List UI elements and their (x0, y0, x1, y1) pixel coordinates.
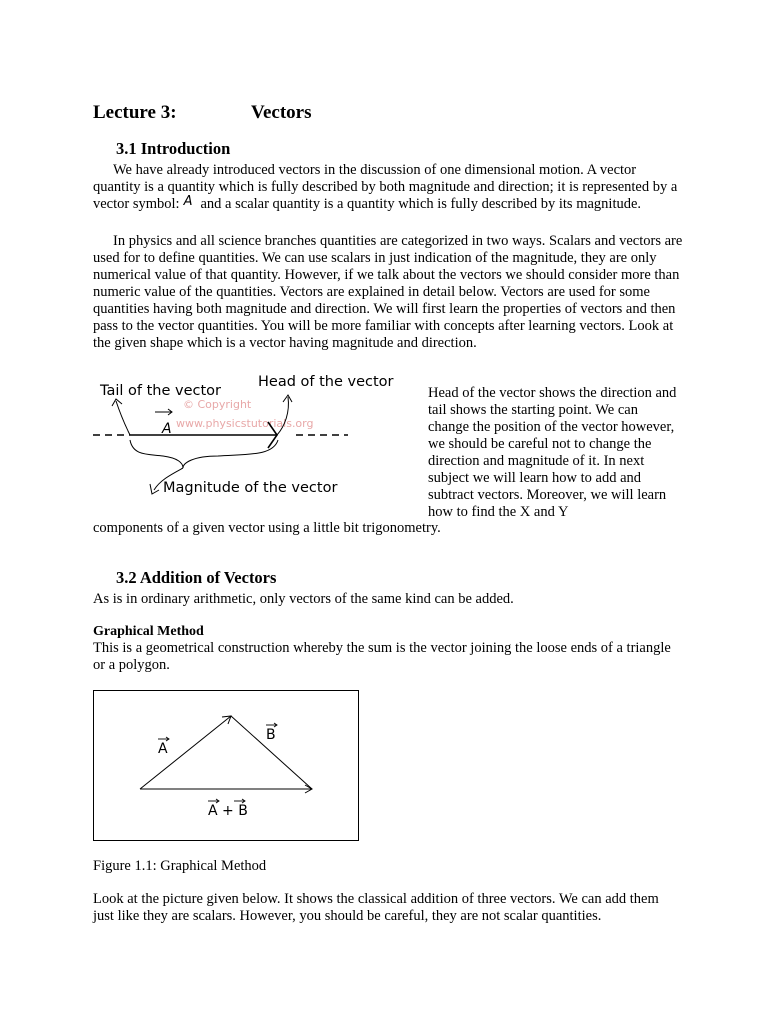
triangle-diagram (94, 691, 358, 840)
section-heading-introduction: 3.1 Introduction (116, 139, 231, 158)
graphical-method-text: This is a geometrical construction whereby the sum is the vector joining the loose ends of a triangle or a polygon. (93, 640, 671, 673)
head-label: Head of the vector (258, 374, 394, 390)
section-heading-addition: 3.2 Addition of Vectors (116, 568, 277, 587)
lecture-topic: Vectors (251, 102, 312, 123)
label-a: A (158, 741, 168, 757)
vector-continuation-text: components of a given vector using a little bit trigonometry. (93, 520, 441, 536)
label-sum: A + B (208, 803, 248, 819)
lecture-label: Lecture 3: (93, 102, 177, 123)
vector-side-text: Head of the vector shows the direction and tail shows the starting point. We can change the position of the vector however, we should be careful not to change the direction and magnitude of it. In next subject we will learn how to add and subtract vectors. Moreover, we will learn how to find the X and Y (428, 385, 677, 520)
label-b: B (266, 727, 276, 743)
vector-diagram (88, 368, 418, 516)
head-pointer-arrow-icon (283, 395, 292, 402)
vector-a-line (140, 716, 231, 789)
graphical-method-subheading: Graphical Method (93, 624, 204, 639)
triangle-figure (93, 690, 359, 841)
magnitude-label: Magnitude of the vector (163, 480, 338, 496)
intro-paragraph-2-text: In physics and all science branches quantities are categorized in two ways. Scalars and vectors are used for to define quantities. We can use scalars in just indication of the magnitude, they are only numerical value of that quantity. However, if we talk about the vectors we should consider more than numeric value of the quantities. Vectors are explained in detail below. Vectors are used for some quantities having both magnitude and direction. We will first learn the properties of vectors and then pass to the vector quantities. You will be more familiar with concepts after learning vectors. Look at the given shape which is a vector having magnitude and direction. (93, 233, 683, 351)
lecture-title (93, 102, 312, 124)
watermark-url: www.physicstutorials.org (176, 417, 314, 430)
intro-text-after-symbol: and a scalar quantity is a quantity which is fully described by its magnitude. (200, 196, 642, 212)
tail-label: Tail of the vector (100, 383, 221, 399)
intro-paragraph-2 (93, 233, 683, 352)
vector-symbol: A (183, 194, 193, 209)
addition-intro-text: As is in ordinary arithmetic, only vectors of the same kind can be added. (93, 591, 514, 607)
vector-name-label: A (162, 421, 172, 437)
magnitude-brace (130, 440, 278, 468)
vector-overarrow-icon (155, 409, 172, 415)
watermark-copyright: © Copyright (183, 398, 252, 411)
figure-caption: Figure 1.1: Graphical Method (93, 858, 267, 874)
closing-paragraph: Look at the picture given below. It shows the classical addition of three vectors. We can add them just like they are scalars. However, you should be careful, they are not scalar quantities. (93, 891, 659, 924)
intro-paragraph-1 (93, 162, 683, 213)
intro-text-before-symbol: We have already introduced vectors in the discussion of one dimensional motion. A vector quantity is a quantity which is fully described by both magnitude and direction; it is represented by a vector symbol: (93, 162, 678, 212)
tail-pointer (116, 401, 130, 435)
